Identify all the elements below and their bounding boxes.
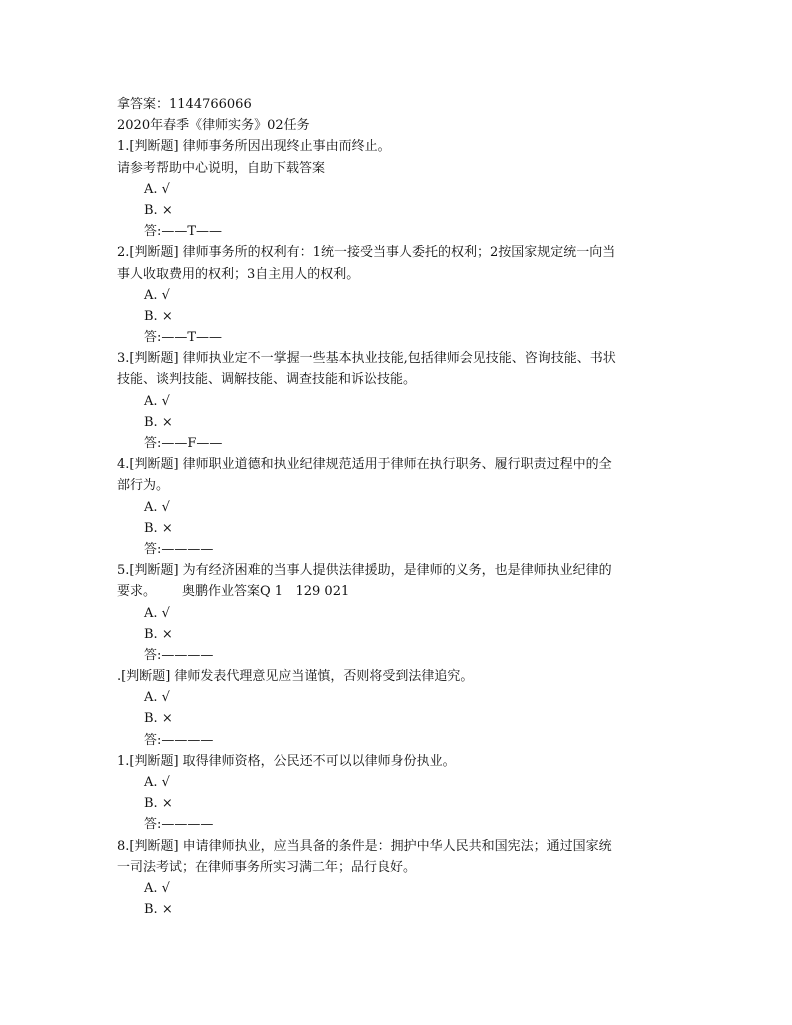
document-page <box>117 94 677 920</box>
question-7 <box>117 751 677 836</box>
question-text-continued: 技能、谈判技能、调解技能、调查技能和诉讼技能。 <box>117 372 417 388</box>
option-a: A. √ <box>144 287 170 303</box>
option-a: A. √ <box>144 181 170 197</box>
answer-line: 答:———— <box>144 541 214 557</box>
option-b: B. × <box>144 414 173 430</box>
watermark-text: 奥鹏作业答案Q 1 129 021 <box>182 584 350 600</box>
option-a: A. √ <box>144 690 170 706</box>
question-4 <box>117 454 677 560</box>
answer-line: 答:——T—— <box>144 224 223 240</box>
answer-line: 答:———— <box>144 647 214 663</box>
question-3 <box>117 348 677 454</box>
question-text: 1.[判断题] 取得律师资格，公民还不可以以律师身份执业。 <box>117 753 456 769</box>
question-text: 4.[判断题] 律师职业道德和执业纪律规范适用于律师在执行职务、履行职责过程中的全 <box>117 457 612 473</box>
question-text: 5.[判断题] 为有经济困难的当事人提供法律援助，是律师的义务，也是律师执业纪律的 <box>117 563 612 579</box>
question-5 <box>117 560 677 666</box>
answer-line: 答:——F—— <box>144 436 223 451</box>
question-text-continued: 部行为。 <box>117 478 170 494</box>
answer-line: 答:——T—— <box>144 330 223 346</box>
option-a: A. √ <box>144 499 170 515</box>
option-b: B. × <box>144 711 173 727</box>
question-8 <box>117 836 677 921</box>
question-text: 8.[判断题] 申请律师执业，应当具备的条件是：拥护中华人民共和国宪法；通过国家统 <box>117 838 612 854</box>
question-text: 2.[判断题] 律师事务所的权利有：1统一接受当事人委托的权利；2按国家规定统一向当 <box>117 245 616 261</box>
question-2 <box>117 242 677 348</box>
answer-line: 答:———— <box>144 817 214 833</box>
question-text: .[判断题] 律师发表代理意见应当谨慎，否则将受到法律追究。 <box>117 669 474 685</box>
option-a: A. √ <box>144 775 170 790</box>
option-a: A. √ <box>144 605 170 621</box>
option-b: B. × <box>144 202 173 218</box>
option-b: B. × <box>144 796 173 812</box>
contact-line: 拿答案：1144766066 <box>117 97 252 112</box>
option-b: B. × <box>144 308 173 324</box>
option-b: B. × <box>144 902 173 918</box>
option-a: A. √ <box>144 880 170 896</box>
question-text-tail: 要求。 <box>117 584 157 600</box>
question-text-continued: 事人收取费用的权利；3自主用人的权利。 <box>117 266 360 282</box>
question-text-continued <box>117 581 677 602</box>
option-b: B. × <box>144 520 173 536</box>
course-title: 2020年春季《律师实务》02任务 <box>117 118 310 134</box>
option-b: B. × <box>144 626 173 642</box>
answer-line: 答:———— <box>144 732 214 748</box>
question-text-continued: 一司法考试；在律师事务所实习满二年；品行良好。 <box>117 859 417 875</box>
question-6 <box>117 666 677 751</box>
question-1 <box>117 136 677 242</box>
option-a: A. √ <box>144 393 170 409</box>
question-text: 1.[判断题] 律师事务所因出现终止事由而终止。 <box>117 139 391 155</box>
question-text: 3.[判断题] 律师执业定不一掌握一些基本执业技能,包括律师会见技能、咨询技能、书状 <box>117 351 616 367</box>
question-note: 请参考帮助中心说明，自助下载答案 <box>117 160 326 176</box>
